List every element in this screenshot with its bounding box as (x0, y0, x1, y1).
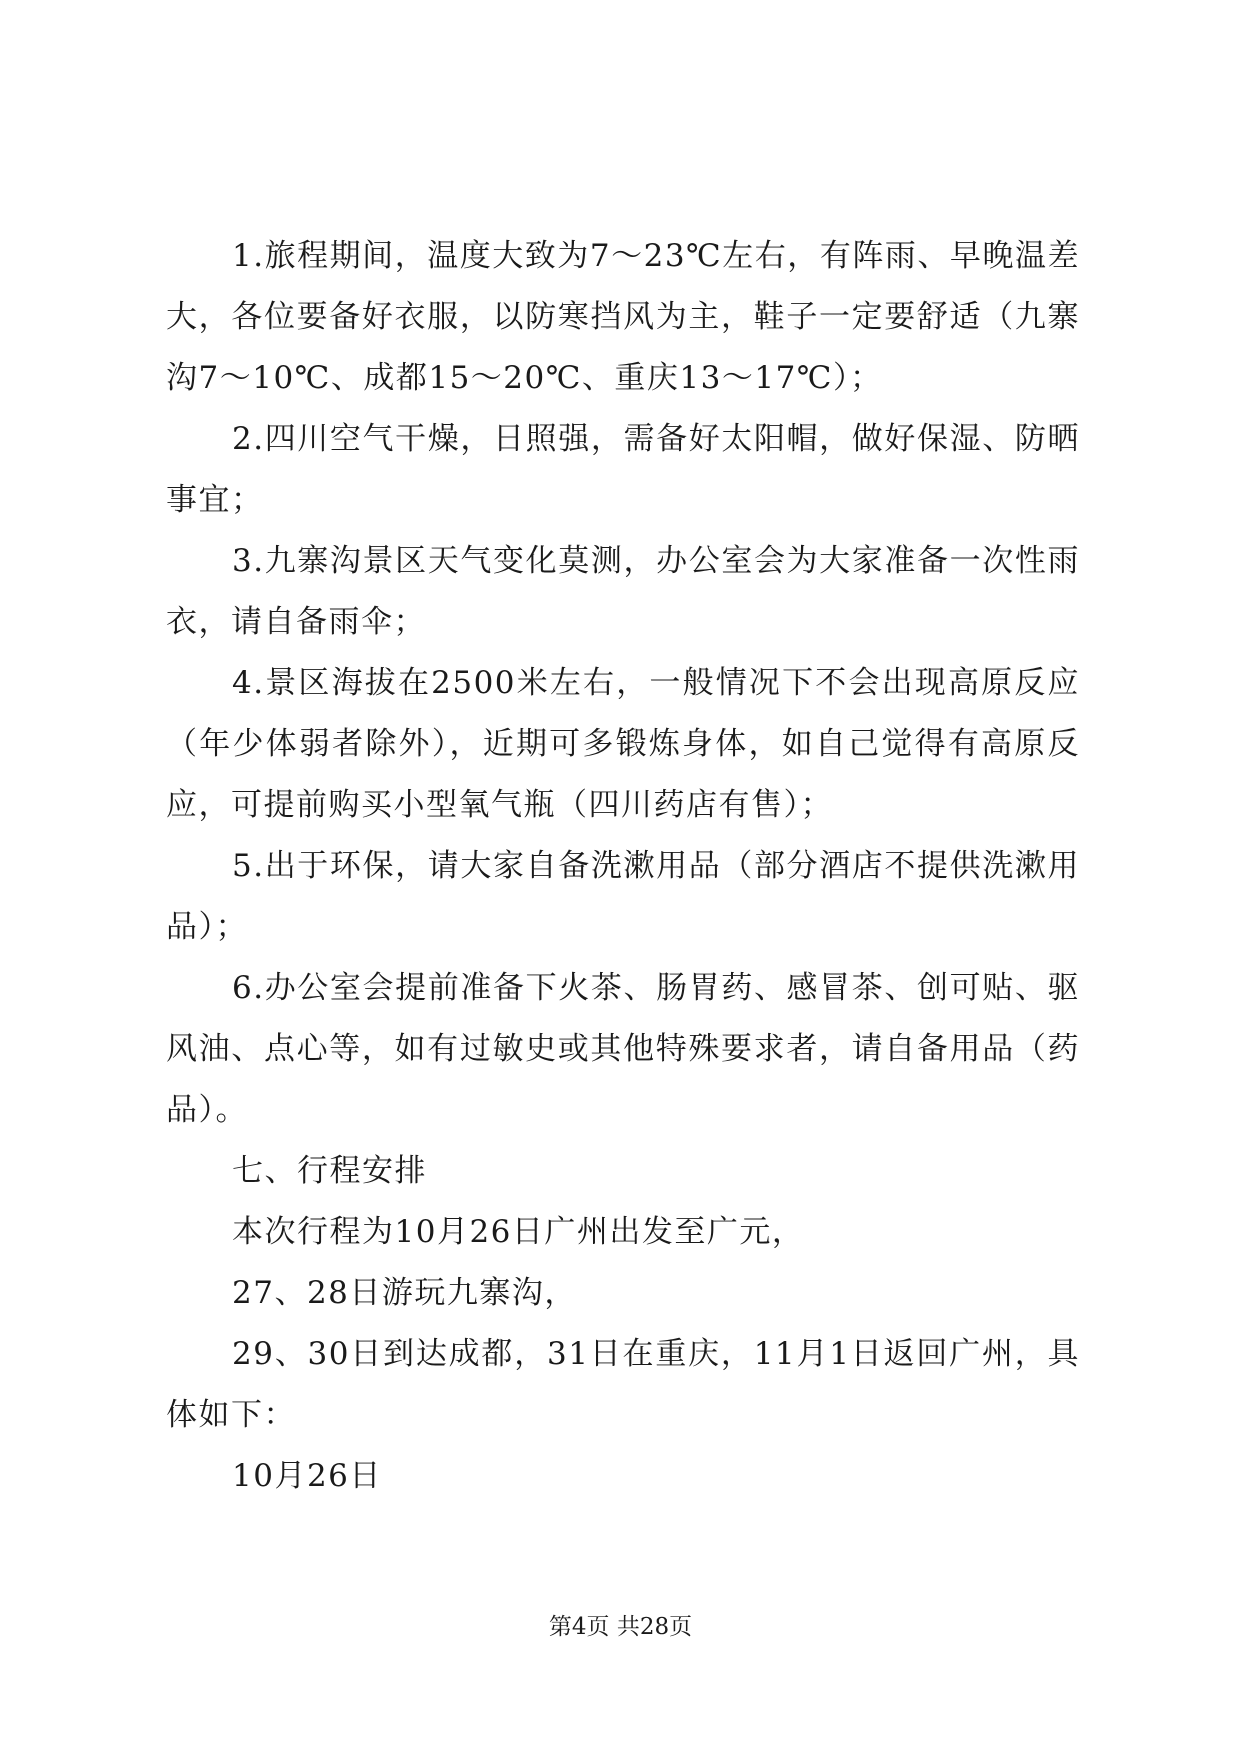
document-body (166, 226, 1080, 1507)
paragraph-raincoat-note: 3.九寨沟景区天气变化莫测，办公室会为大家准备一次性雨衣，请自备雨伞； (166, 543, 1080, 640)
paragraph-medicine-note: 6.办公室会提前准备下火茶、肠胃药、感冒茶、创可贴、驱风油、点心等，如有过敏史或其他特殊要求者，请自备用品（药品）。 (166, 970, 1080, 1128)
paragraph-itinerary-start: 本次行程为10月26日广州出发至广元， (232, 1214, 805, 1250)
page-number-footer: 第4页 共28页 (548, 1614, 693, 1640)
paragraph-itinerary-jiuzhaigou: 27、28日游玩九寨沟， (232, 1275, 577, 1311)
paragraph-date-heading: 10月26日 (232, 1458, 382, 1494)
paragraph-temperature-note: 1.旅程期间，温度大致为7～23℃左右，有阵雨、早晚温差大，各位要备好衣服，以防寒挡风为主，鞋子一定要舒适（九寨沟7～10℃、成都15～20℃、重庆13～17℃）； (166, 238, 1080, 396)
paragraph-itinerary-chengdu-chongqing: 29、30日到达成都，31日在重庆，11月1日返回广州，具体如下： (166, 1336, 1080, 1433)
paragraph-altitude-note: 4.景区海拔在2500米左右，一般情况下不会出现高原反应（年少体弱者除外），近期可多锻炼身体，如自己觉得有高原反应，可提前购买小型氧气瓶（四川药店有售）； (166, 665, 1080, 823)
paragraph-toiletries-note: 5.出于环保，请大家自备洗漱用品（部分酒店不提供洗漱用品）； (166, 848, 1080, 945)
paragraph-sun-protection-note: 2.四川空气干燥，日照强，需备好太阳帽，做好保湿、防晒事宜； (166, 421, 1080, 518)
section-heading-itinerary: 七、行程安排 (232, 1153, 427, 1189)
